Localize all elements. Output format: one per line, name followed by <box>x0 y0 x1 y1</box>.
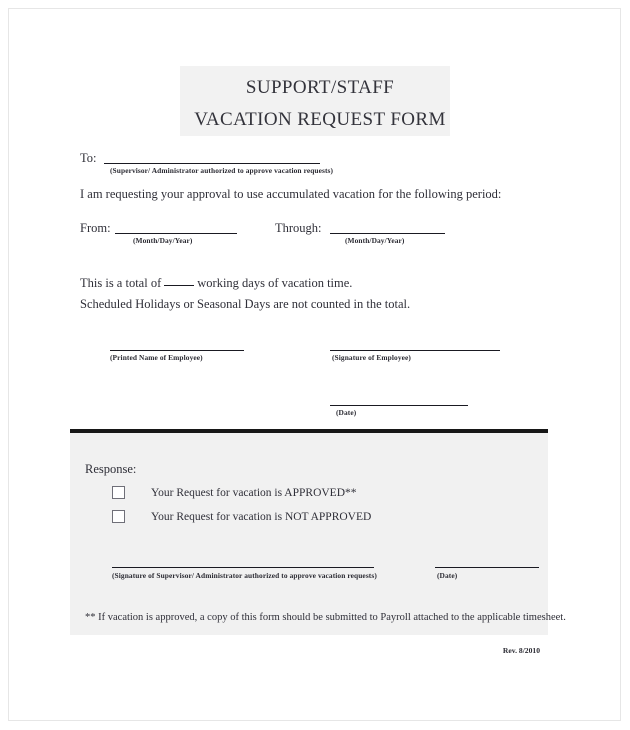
from-caption: (Month/Day/Year) <box>133 236 193 245</box>
request-sentence: I am requesting your approval to use accumulated vacation for the following period: <box>80 187 502 201</box>
response-option-not-approved[interactable] <box>112 510 371 523</box>
response-option-approved-label: Your Request for vacation is APPROVED** <box>151 486 357 499</box>
title-line-2: VACATION REQUEST FORM <box>194 109 446 130</box>
supervisor-signature-caption: (Signature of Supervisor/ Administrator authorized to approve vacation requests) <box>112 571 377 580</box>
employee-date-input-line[interactable] <box>330 405 468 406</box>
total-days-prefix: This is a total of <box>80 276 162 290</box>
through-label: Through: <box>275 221 322 235</box>
checkbox-approved[interactable] <box>112 486 125 499</box>
employee-signature-caption: (Signature of Employee) <box>332 353 411 362</box>
holiday-note: Scheduled Holidays or Seasonal Days are not counted in the total. <box>80 297 411 311</box>
supervisor-date-input-line[interactable] <box>435 567 539 568</box>
from-input-line[interactable] <box>115 233 237 234</box>
to-input-line[interactable] <box>104 163 320 164</box>
checkbox-not-approved[interactable] <box>112 510 125 523</box>
from-label: From: <box>80 221 111 235</box>
total-days-line <box>80 275 352 291</box>
to-label: To: <box>80 151 97 165</box>
employee-name-caption: (Printed Name of Employee) <box>110 353 203 362</box>
through-input-line[interactable] <box>330 233 445 234</box>
total-days-suffix: working days of vacation time. <box>197 276 353 290</box>
employee-name-input-line[interactable] <box>110 350 244 351</box>
response-option-not-approved-label: Your Request for vacation is NOT APPROVED <box>151 510 372 523</box>
page-title <box>150 72 490 136</box>
footnote: ** If vacation is approved, a copy of this form should be submitted to Payroll attached to the applicable timesheet. <box>85 612 566 623</box>
total-days-input-line[interactable] <box>164 285 194 286</box>
to-caption: (Supervisor/ Administrator authorized to approve vacation requests) <box>110 166 334 175</box>
employee-date-caption: (Date) <box>336 408 357 417</box>
revision-note: Rev. 8/2010 <box>502 646 540 655</box>
supervisor-date-caption: (Date) <box>437 571 458 580</box>
supervisor-signature-input-line[interactable] <box>112 567 374 568</box>
response-option-approved[interactable] <box>112 486 357 499</box>
response-label: Response: <box>85 462 137 476</box>
through-caption: (Month/Day/Year) <box>345 236 405 245</box>
response-section-divider <box>70 429 548 433</box>
employee-signature-input-line[interactable] <box>330 350 500 351</box>
response-section <box>70 429 548 635</box>
title-line-1: SUPPORT/STAFF <box>245 77 395 98</box>
